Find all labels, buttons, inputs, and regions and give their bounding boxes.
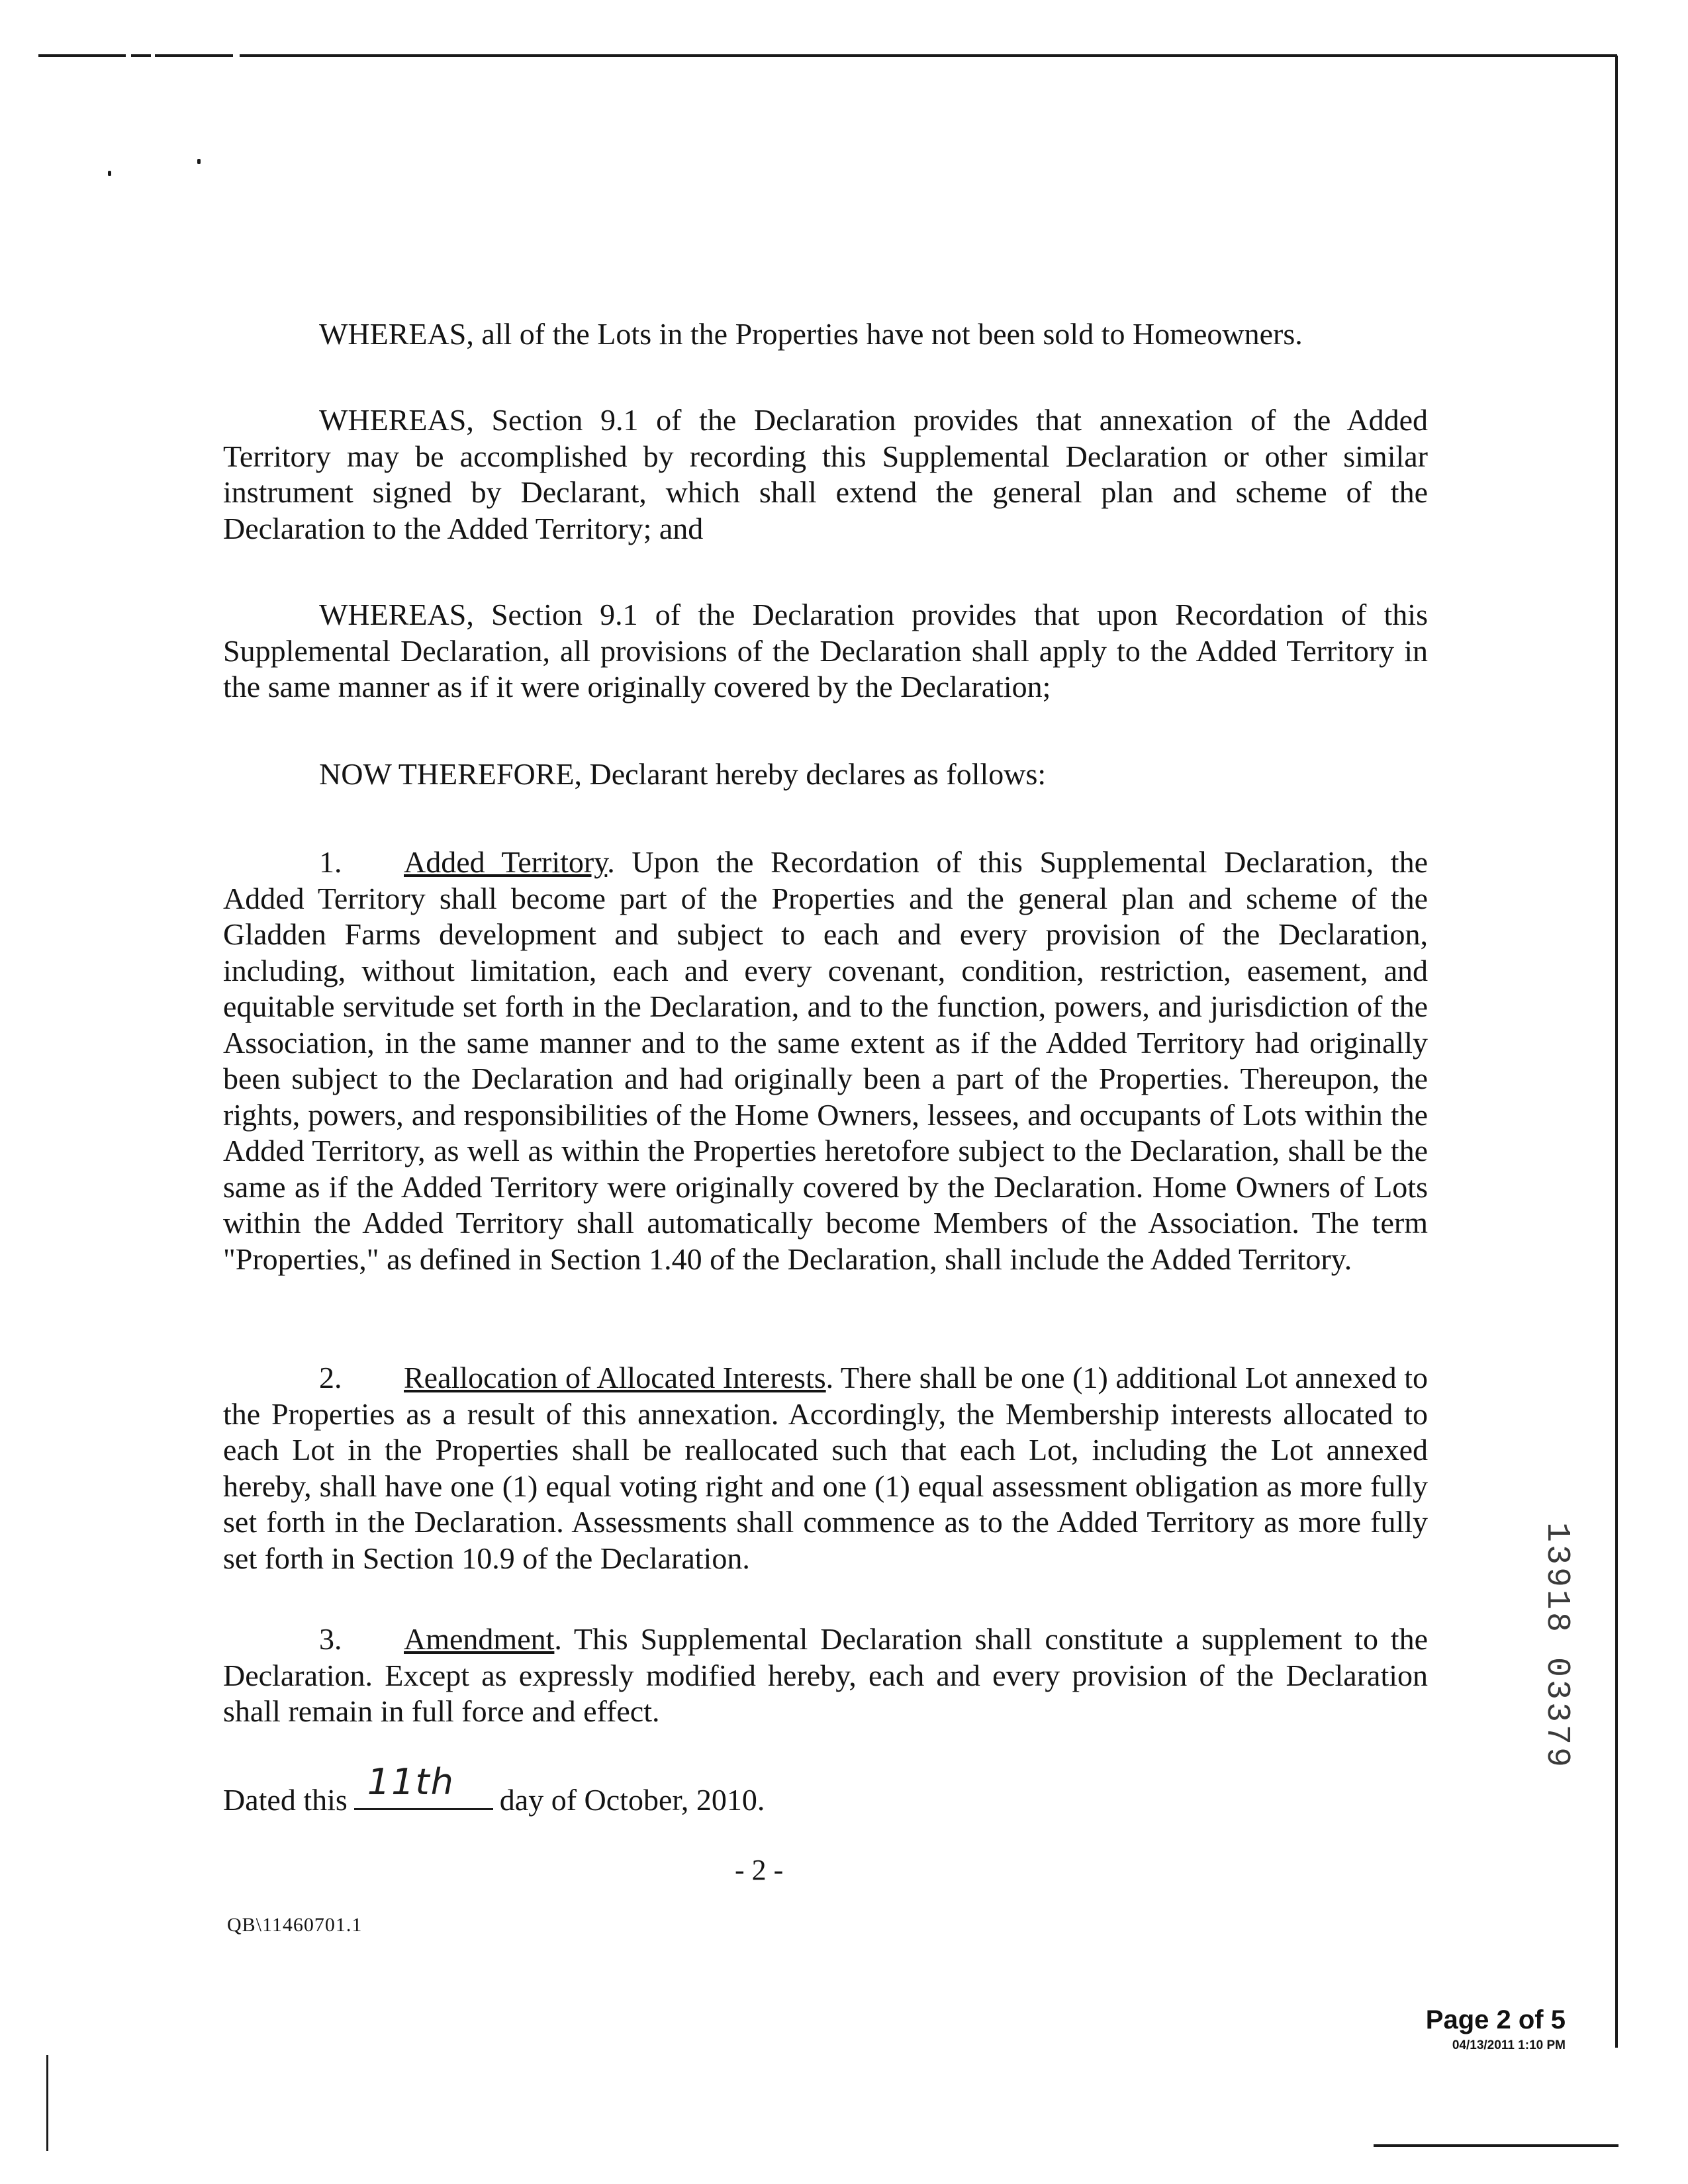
dated-prefix: Dated this (223, 1783, 348, 1817)
border-gap (151, 54, 155, 58)
recording-stamp-text: 13918 03379 (1538, 1522, 1575, 1770)
border-gap (126, 54, 131, 58)
right-border-line (1615, 56, 1618, 2048)
whereas-2-text: WHEREAS, Section 9.1 of the Declaration provides that annexation of the Added Territory may be accomplished by recording this Supplemental Declaration or other similar instrument signed by Declarant, which shall extend the general plan and scheme of the Declaration to the Added Territory; and (223, 403, 1428, 545)
page-timestamp: 04/13/2011 1:10 PM (1452, 2038, 1566, 2052)
section-number: 2. (319, 1361, 342, 1394)
section-heading: Reallocation of Allocated Interests (404, 1361, 826, 1394)
section-1 (223, 844, 1428, 1277)
left-border-fragment (46, 2055, 48, 2151)
document-id: QB\11460701.1 (227, 1914, 363, 1936)
section-heading: Added Territory (404, 845, 608, 879)
page-number: - 2 - (735, 1854, 784, 1886)
section-number: 1. (319, 845, 342, 879)
bottom-border-line (1374, 2144, 1618, 2147)
scan-speck (197, 159, 201, 164)
now-therefore-paragraph (223, 756, 1428, 793)
section-body: . There shall be one (1) additional Lot annexed to the Properties as a result of this annexation. Accordingly, the Membership interests allocated to each Lot in the Properties shall be reallocated such that each Lot, including the Lot annexed hereby, shall have one (1) equal voting right and one (1) equal assessment obligation as more fully set forth in the Declaration. Assessments shall commence as to the Added Territory as more fully set forth in Section 10.9 of the Declaration. (223, 1361, 1428, 1575)
dated-suffix: day of October, 2010. (499, 1783, 765, 1817)
section-number: 3. (319, 1622, 342, 1656)
now-therefore-text: NOW THEREFORE, Declarant hereby declares as follows: (319, 757, 1047, 791)
border-gap (233, 54, 240, 58)
whereas-3-text: WHEREAS, Section 9.1 of the Declaration provides that upon Recordation of this Supplemental Declaration, all provisions of the Declaration shall apply to the Added Territory in the same manner as if it were originally covered by the Declaration; (223, 598, 1428, 704)
whereas-1-text: WHEREAS, all of the Lots in the Properties have not been sold to Homeowners. (319, 317, 1303, 351)
section-body: . This Supplemental Declaration shall constitute a supplement to the Declaration. Except as expressly modified hereby, each and every provision of the Declaration shall remain in full force and effect. (223, 1622, 1428, 1728)
section-heading: Amendment (404, 1622, 555, 1656)
scan-speck (108, 171, 111, 176)
dated-line (223, 1761, 765, 1818)
day-blank (354, 1761, 493, 1810)
whereas-paragraph-1 (223, 316, 1428, 353)
top-border-line (38, 54, 1617, 57)
section-body: . Upon the Recordation of this Supplemental Declaration, the Added Territory shall become part of the Properties and the general plan and scheme of the Gladden Farms development and subject to each and every provision of the Declaration, including, without limitation, each and every covenant, condition, restriction, easement, and equitable servitude set forth in the Declaration, and to the function, powers, and jurisdiction of the Association, in the same manner and to the same extent as if the Added Territory had originally been subject to the Declaration and had originally been a part of the Properties. Thereupon, the rights, powers, and responsibilities of the Home Owners, lessees, and occupants of Lots within the Added Territory, as well as within the Properties heretofore subject to the Declaration, shall be the same as if the Added Territory were originally covered by the Declaration. Home Owners of Lots within the Added Territory shall automatically become Members of the Association. The term "Properties," as defined in Section 1.40 of the Declaration, shall include the Added Territory. (223, 845, 1428, 1276)
recording-stamp (1538, 1522, 1582, 1787)
handwritten-day: 11th (367, 1761, 455, 1803)
section-3 (223, 1621, 1428, 1730)
section-2 (223, 1360, 1428, 1576)
whereas-paragraph-3 (223, 597, 1428, 705)
whereas-paragraph-2 (223, 402, 1428, 547)
page-count-label: Page 2 of 5 (1425, 2005, 1566, 2034)
